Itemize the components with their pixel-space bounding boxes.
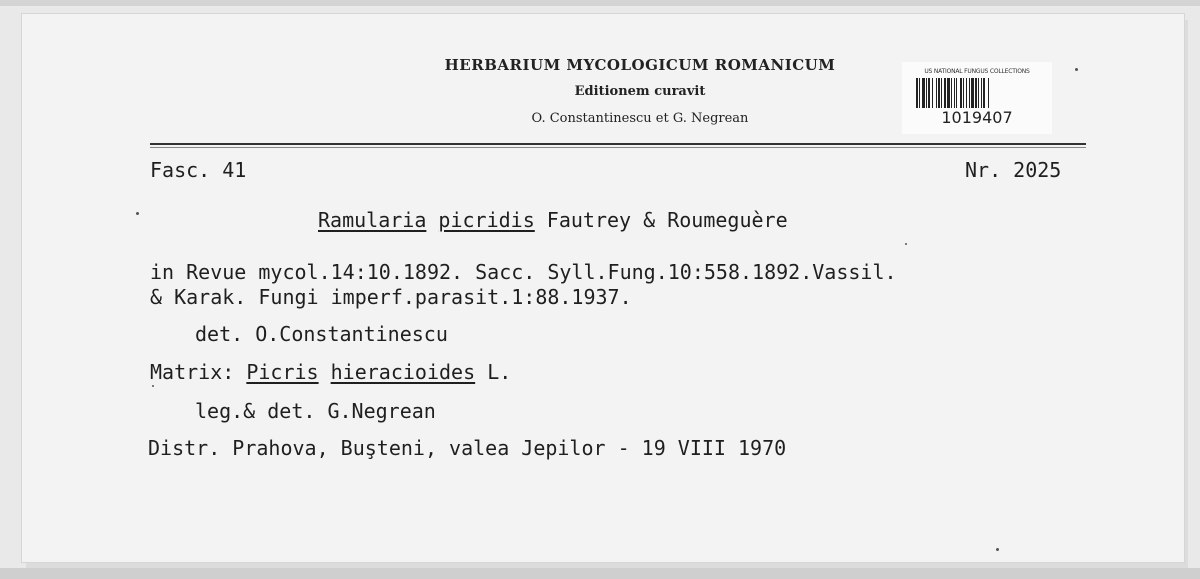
header-divider: [150, 143, 1086, 145]
editor-subtitle: Editionem curavit: [574, 84, 706, 99]
speck: [136, 212, 139, 215]
species-genus: Ramularia: [318, 208, 427, 232]
reference-line-1: in Revue mycol.14:10.1892. Sacc. Syll.Fung.10:558.1892.Vassil.: [150, 260, 897, 284]
species-epithet: picridis: [438, 208, 535, 232]
species-authority: Fautrey & Roumeguère: [546, 208, 788, 232]
sheet-bottom-edge: [0, 568, 1200, 579]
matrix-epithet: hieracioides: [330, 360, 476, 384]
sheet-top-edge: [0, 0, 1200, 6]
barcode-icon: [916, 78, 1044, 108]
matrix-genus: Picris: [246, 360, 319, 384]
collector: leg.& det. G.Negrean: [195, 399, 436, 423]
species-name: [318, 208, 788, 232]
speck: [905, 243, 907, 245]
editor-names: O. Constantinescu et G. Negrean: [531, 111, 749, 126]
matrix-authority: L.: [487, 360, 512, 384]
fascicle-number: Fasc. 41: [150, 158, 247, 182]
locality: Distr. Prahova, Buşteni, valea Jepilor - 19 VIII 1970: [148, 436, 787, 460]
barcode-caption: US NATIONAL FUNGUS COLLECTIONS: [924, 68, 1030, 75]
reference-line-2: & Karak. Fungi imperf.parasit.1:88.1937.: [150, 285, 632, 309]
herbarium-title: HERBARIUM MYCOLOGICUM ROMANICUM: [444, 56, 836, 74]
barcode-number: 1019407: [941, 108, 1013, 127]
speck: [152, 385, 154, 387]
label-header: [380, 56, 900, 126]
specimen-number: Nr. 2025: [965, 158, 1062, 182]
determiner: det. O.Constantinescu: [195, 322, 448, 346]
header-divider-thin: [150, 147, 1086, 148]
matrix-line: [150, 360, 511, 384]
speck: [1075, 68, 1078, 71]
matrix-prefix: Matrix:: [150, 360, 235, 384]
speck: [996, 548, 999, 551]
